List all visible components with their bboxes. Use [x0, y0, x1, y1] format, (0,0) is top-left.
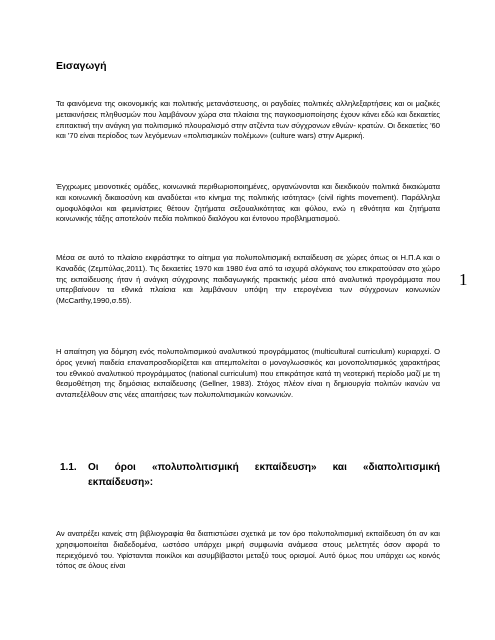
paragraph-2: Έγχρωμες μειονοτικές ομάδες, κοινωνικά περιθωριοποιημένες, οργανώνονται και διεκδικούν πολιτικά δικαιώματα και κοινωνική δικαιοσύνη και αναδύεται «το κίνημα της πολιτικής ισότητας» (civil rights movement). Παράλληλα ομοφυλόφιλοι και φεμινίστριες θέτουν ζητήματα σεξουαλικότητας και φύλου, ενώ η εθνότητα και ζητήματα κοινωνικής τάξης αποτελούν πεδία πολιτικού διαλόγου και έντονου προβληματισμού. [56, 182, 440, 224]
page-heading: Εισαγωγή [56, 60, 107, 72]
section-title-line-1: Οι όροι «πολυπολιτισμική εκπαίδευση» και «διαπολιτισμική [88, 462, 440, 473]
section-number: 1.1. [60, 462, 77, 473]
paragraph-1: Τα φαινόμενα της οικονομικής και πολιτικής μετανάστευσης, οι ραγδαίες πολιτικές αλληλεξαρτήσεις και οι μαζικές μετακινήσεις πληθυσμών που λαμβάνουν χώρα στα πλαίσια της παγκοσμιοποίησης έχουν κάνει εδώ και δεκαετίες επιτακτική την ανάγκη για πολιτισμικό πλουραλισμό στην ατζέντα των σύγχρονων εθνών- κρατών. Οι δεκαετίες '60 και '70 είναι περίοδος των λεγόμενων «πολιτισμικών πολέμων» (culture wars) στην Αμερική. [56, 99, 440, 141]
section-title [88, 460, 440, 490]
paragraph-3: Μέσα σε αυτό το πλαίσιο εκφράστηκε το αίτημα για πολυπολιτισμική εκπαίδευση σε χώρες όπως οι Η.Π.Α και ο Καναδάς (Ζεμπύλας,2011). Τις δεκαετίες 1970 και 1980 ένα από τα ισχυρά σλόγκανς του επικρατούσαν στο χώρο της εκπαίδευσης ήταν ή ανάγκη σύγχρονης παιδαγωγικής πρακτικής μέσα από αναλυτικά προγράμματα που υπερβαίνουν τα εθνικά πλαίσια και λαμβάνουν υπόψη την ετερογένεια των σύγχρονων κοινωνιών (McCarthy,1990,σ.55). [56, 253, 440, 306]
page-number: 1 [459, 270, 468, 289]
paragraph-4: Η απαίτηση για δόμηση ενός πολυπολιτισμικού αναλυτικού προγράμματος (multicultural curriculum) κυριαρχεί. Ο όρος γενική παιδεία επαναπροσδιορίζεται και απεμπολείται ο μονογλωσσικός και μονοπολιτισμικός χαρακτήρας του εθνικού αναλυτικού προγράμματος (national curriculum) που επικράτησε κατά τη νεοτερική περίοδο μαζί με τη θεσμοθέτηση της δημόσιας εκπαίδευσης (Gellner, 1983). Στόχος πλέον είναι η δημιουργία πολιτών ικανών να ανταπεξέλθουν στις νέες απαιτήσεις των πολυπολιτισμικών κοινωνιών. [56, 347, 440, 400]
paragraph-5: Αν ανατρέξει κανείς στη βιβλιογραφία θα διαπιστώσει σχετικά με τον όρο πολυπολιτισμική εκπαίδευση ότι αν και χρησιμοποιείται διαδεδομένα, ωστόσο υπάρχει μικρή συμφωνία ανάμεσα στους μελετητές όσον αφορά το περιεχόμενό του. Υφίστανται ποικίλοι και ασυμβίβαστοι μεταξύ τους ορισμοί. Αυτό όμως που υπάρχει ως κοινός τόπος σε όλους είναι [56, 529, 440, 571]
section-heading [60, 460, 440, 490]
section-title-line-2: εκπαίδευση»: [88, 477, 154, 488]
